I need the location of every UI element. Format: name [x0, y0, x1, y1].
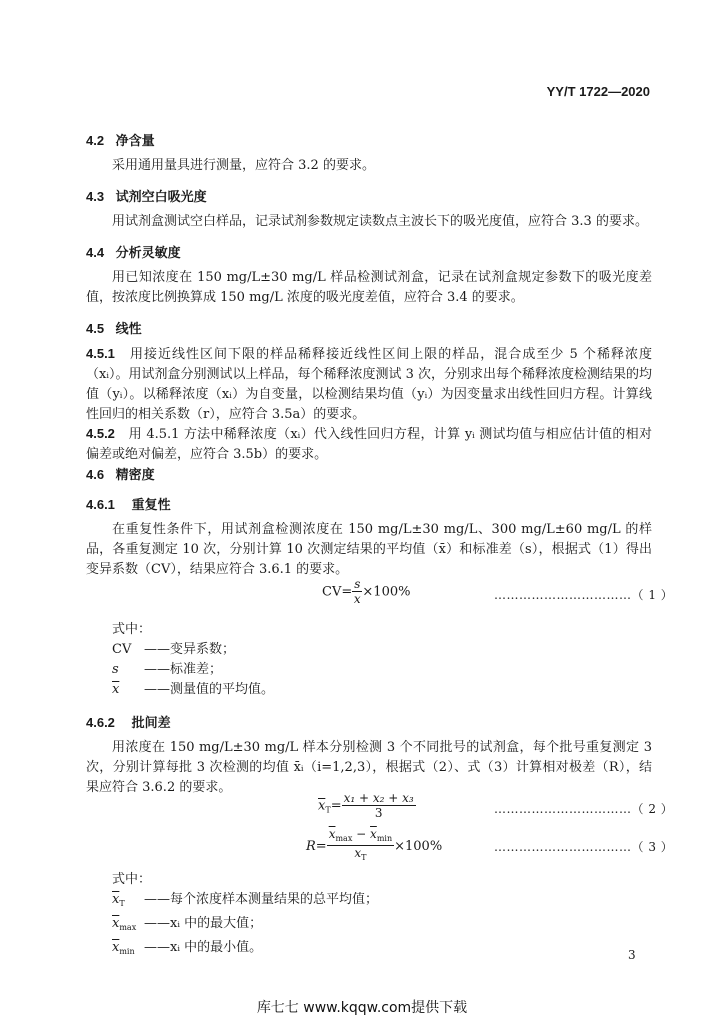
section-number: 4.2: [86, 133, 105, 148]
definition-text: ——测量值的平均值。: [144, 682, 275, 697]
equation-1: [322, 578, 410, 606]
definition-text: ——xᵢ 中的最大值；: [144, 916, 263, 931]
clause-text: 用接近线性区间下限的样品稀释接近线性区间上限的样品，混合成至少 5 个稀释浓度（xᵢ）。用试剂盒分别测试以上样品，每个稀释浓度测试 3 次，分别求出每个稀释浓度检测结果的均值（yᵢ）。以稀释浓度（xᵢ）为自变量，以检测结果均值（yᵢ）为因变量求出线性回归方程。计算线性回归的相关系数（r），应符合 3.5a）的要求。: [86, 347, 652, 422]
section-text-4-5-2: [86, 424, 652, 465]
fraction: [327, 828, 394, 865]
fraction-denominator: [327, 846, 394, 865]
section-number: 4.6.2: [86, 715, 115, 730]
section-title: 精密度: [115, 467, 155, 482]
definition-item: [112, 938, 378, 962]
definition-subscript: T: [119, 899, 125, 908]
section-text-4-3: 用试剂盒测试空白样品，记录试剂参数规定读数点主波长下的吸光度值，应符合 3.3 的要求。: [112, 214, 648, 229]
equation-1-leader: [494, 586, 673, 603]
standard-number: YY/T 1722—2020: [546, 84, 650, 99]
equation-2-leader: [494, 800, 673, 817]
definition-item: [112, 890, 378, 914]
fraction: [352, 578, 362, 606]
section-title: 试剂空白吸光度: [115, 189, 207, 204]
section-heading-4-6: [86, 464, 155, 483]
equation-label: （ 1 ）: [631, 588, 674, 602]
section-title: 重复性: [131, 497, 171, 512]
fraction-numerator: x₁ + x₂ + x₃: [343, 791, 414, 805]
definition-text: ——xᵢ 中的最小值。: [144, 940, 263, 955]
numerator-term-a: $\overline{x}$: [328, 827, 336, 841]
section-heading-4-4: [86, 242, 181, 261]
equation-lhs: R=: [306, 839, 327, 854]
section-number: 4.6.1: [86, 497, 115, 512]
section-heading-4-6-1: [86, 494, 171, 513]
section-text-4-6-2: 用浓度在 150 mg/L±30 mg/L 样本分别检测 3 个不同批号的试剂盒，每个批号重复测定 3 次，分别计算每批 3 次检测的均值 x̄ᵢ（i=1,2,3），根据式（2）、式（3）计算相对极差（R），结果应符合 3.6.2 的要求。: [86, 740, 652, 795]
equation-3: [306, 828, 442, 865]
leader-dots: ……………………………: [494, 802, 632, 816]
footer-watermark: 库七七 www.kqqw.com提供下载: [256, 1000, 468, 1016]
equation-label: （ 3 ）: [631, 840, 674, 854]
section-number: 4.6: [86, 467, 105, 482]
section-heading-4-6-2: [86, 712, 171, 731]
definition-symbol: $\overline{x}$: [112, 940, 120, 955]
clause-number: 4.5.2: [86, 426, 115, 441]
definition-symbol: $\overline{x}$: [112, 892, 120, 907]
page-number: 3: [628, 948, 636, 962]
equation-label: （ 2 ）: [631, 802, 674, 816]
numerator-term-b: $\overline{x}$: [370, 827, 377, 841]
section-number: 4.3: [86, 189, 105, 204]
numerator-term-a-subscript: max: [335, 834, 353, 843]
section-title: 净含量: [115, 133, 155, 148]
section-text-4-4: 用已知浓度在 150 mg/L±30 mg/L 样品检测试剂盒，记录在试剂盒规定参数下的吸光度差值，按浓度比例换算成 150 mg/L 浓度的吸光度差值，应符合 3.4 的要求。: [86, 270, 652, 305]
section-heading-4-5: [86, 318, 142, 337]
section-text-4-2: 采用通用量具进行测量，应符合 3.2 的要求。: [112, 158, 375, 173]
fraction-denominator: 3: [374, 806, 383, 820]
denominator-subscript: T: [361, 853, 367, 862]
definition-list-2: [112, 890, 378, 962]
definition-symbol: $\overline{x}$: [112, 682, 120, 697]
equation-rhs: ×100%: [362, 584, 411, 600]
leader-dots: ……………………………: [494, 588, 632, 602]
section-heading-4-2: [86, 130, 155, 149]
fraction-denominator: x: [353, 592, 361, 606]
section-title: 线性: [115, 321, 142, 336]
section-text-4-6-1: 在重复性条件下，用试剂盒检测浓度在 150 mg/L±30 mg/L、300 mg/L±60 mg/L 的样品，各重复测定 10 次，分别计算 10 次测定结果的平均值（x̄）和标准差（s），根据式（1）得出变异系数（CV），结果应符合 3.6.1 的要求。: [86, 522, 652, 577]
leader-dots: ……………………………: [494, 840, 632, 854]
fraction: [342, 792, 416, 820]
definition-symbol: s: [112, 662, 119, 677]
definition-item: [112, 680, 274, 700]
fraction-numerator: s: [354, 577, 361, 591]
numerator-term-b-subscript: min: [376, 834, 393, 843]
section-text-4-5-1: [86, 344, 652, 425]
equation-lhs: $\overline{x}$: [318, 798, 326, 814]
definition-subscript: min: [119, 947, 135, 956]
section-number: 4.5: [86, 321, 105, 336]
where-label-1: 式中：: [112, 622, 152, 637]
section-title: 批间差: [131, 715, 171, 730]
where-label-2: 式中：: [112, 872, 152, 887]
clause-number: 4.5.1: [86, 346, 115, 361]
equation-3-leader: [494, 838, 673, 855]
definition-item: [112, 640, 274, 660]
clause-text: 用 4.5.1 方法中稀释浓度（xᵢ）代入线性回归方程，计算 yᵢ 测试均值与相应估计值的相对偏差或绝对偏差，应符合 3.5b）的要求。: [86, 427, 652, 462]
definition-subscript: max: [119, 923, 137, 932]
equation-lhs-subscript: T: [325, 805, 331, 815]
definition-text: ——标准差；: [144, 662, 223, 677]
definition-symbol: CV: [112, 642, 132, 657]
definition-text: ——变异系数；: [144, 642, 236, 657]
equation-rhs: ×100%: [394, 839, 443, 854]
equation-lhs: CV=: [322, 584, 353, 600]
definition-item: [112, 914, 378, 938]
definition-symbol: $\overline{x}$: [112, 916, 120, 931]
definition-item: [112, 660, 274, 680]
section-number: 4.4: [86, 245, 105, 260]
denominator-term: $\overline{x}$: [354, 846, 362, 860]
definition-text: ——每个浓度样本测量结果的总平均值；: [144, 892, 379, 907]
section-heading-4-3: [86, 186, 207, 205]
fraction-numerator: $\overline{x}_{max} - \overline{x}_{min}$: [327, 828, 394, 846]
section-title: 分析灵敏度: [115, 245, 181, 260]
definition-list-1: [112, 640, 274, 700]
equation-2: $\overline{x}_T=$ $\frac{\text{x₁ + x₂ + x₃}}{3}$: [318, 791, 414, 820]
